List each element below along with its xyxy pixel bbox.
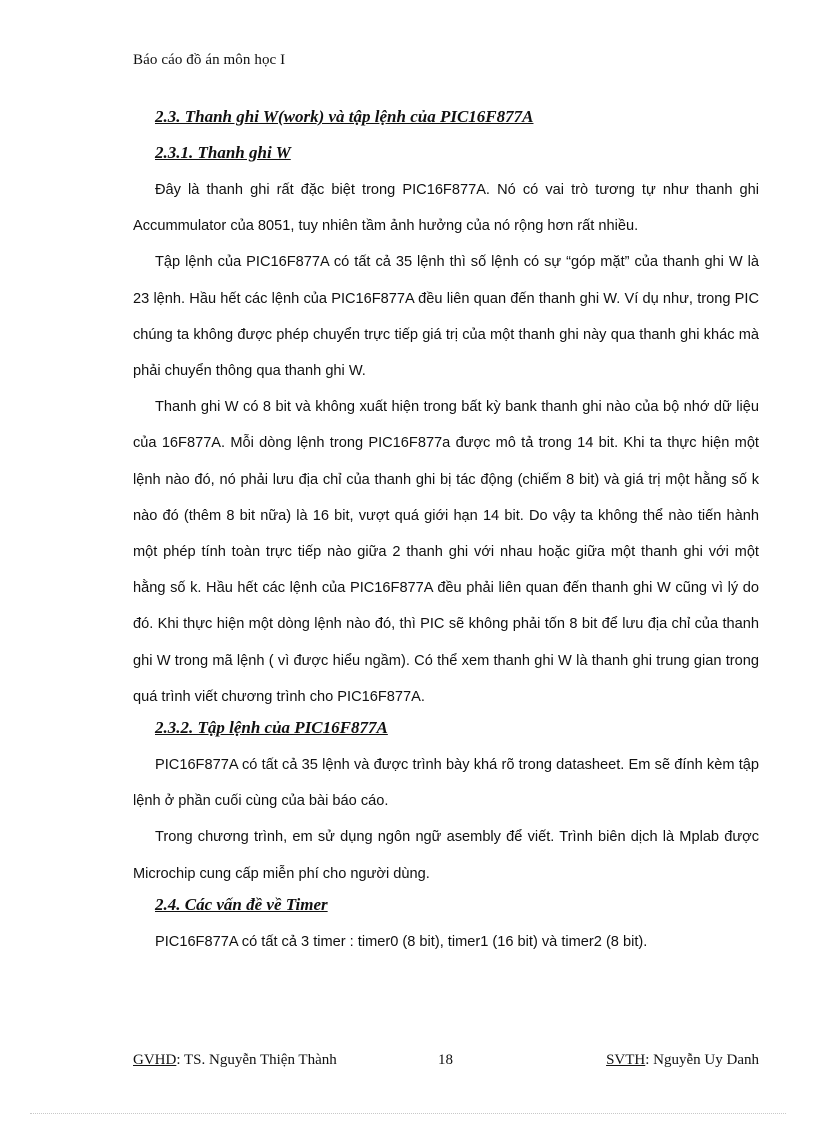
section-2-4-title: 2.4. Các vấn đề về Timer (155, 894, 328, 914)
page-footer (133, 1052, 759, 1074)
footer-svth-label: SVTH (606, 1052, 646, 1068)
page-content (133, 104, 759, 960)
footer-student (606, 1052, 759, 1069)
footer-gvhd-name: : TS. Nguyễn Thiện Thành (176, 1052, 337, 1068)
paragraph-w-register-details: Thanh ghi W có 8 bit và không xuất hiện trong bất kỳ bank thanh ghi nào của bộ nhớ dữ liệu của 16F877A. Mỗi dòng lệnh trong PIC16F877a được mô tả trong 14 bit. Khi ta thực hiện một lệnh nào đó, nó phải lưu địa chỉ của thanh ghi bị tác động (chiếm 8 bit) và giá trị một hằng số k nào đó (thêm 8 bit nữa) là 16 bit, vượt quá giới hạn 14 bit. Do vậy ta không thể nào tiến hành một phép tính toàn trực tiếp nào giữa 2 thanh ghi với nhau hoặc giữa một thanh ghi với một hằng số k. Hầu hết các lệnh của PIC16F877A đều phải liên quan đến thanh ghi W cũng vì lý do đó. Khi thực hiện một dòng lệnh nào đó, thì PIC sẽ không phải tốn 8 bit để lưu địa chỉ của thanh ghi W trong mã lệnh ( vì được hiểu ngầm). Có thể xem thanh ghi W là thanh ghi trung gian trong quá trình viết chương trình cho PIC16F877A. (133, 399, 759, 705)
paragraph-timers: PIC16F877A có tất cả 3 timer : timer0 (8 bit), timer1 (16 bit) và timer2 (8 bit). (155, 933, 648, 950)
section-2-3-1-title: 2.3.1. Thanh ghi W (155, 143, 291, 162)
section-2-3-title: 2.3. Thanh ghi W(work) và tập lệnh của PIC16F877A (155, 107, 534, 126)
page-header: Báo cáo đồ án môn học I (133, 52, 286, 68)
paragraph-assembly-mplab: Trong chương trình, em sử dụng ngôn ngữ asembly để viết. Trình biên dịch là Mplab được Microchip cung cấp miễn phí cho người dùng. (133, 829, 759, 882)
footer-gvhd-label: GVHD (133, 1052, 177, 1068)
paragraph-instruction-count: PIC16F877A có tất cả 35 lệnh và được trình bày khá rõ trong datasheet. Em sẽ đính kèm tập lệnh ở phần cuối cùng của bài báo cáo. (133, 757, 759, 810)
paragraph-instruction-set-w: Tập lệnh của PIC16F877A có tất cả 35 lệnh thì số lệnh có sự “góp mặt” của thanh ghi W là 23 lệnh. Hầu hết các lệnh của PIC16F877A đều liên quan đến thanh ghi W. Ví dụ như, trong PIC chúng ta không được phép chuyển trực tiếp giá trị của một thanh ghi này qua thanh ghi khác mà phải chuyển thông qua thanh ghi W. (133, 254, 759, 380)
footer-page-number: 18 (438, 1052, 453, 1068)
footer-svth-name: : Nguyễn Uy Danh (645, 1052, 759, 1068)
footer-supervisor (133, 1052, 337, 1069)
paragraph-w-register-intro: Đây là thanh ghi rất đặc biệt trong PIC16F877A. Nó có vai trò tương tự như thanh ghi Accummulator của 8051, tuy nhiên tầm ảnh hưởng của nó rộng hơn rất nhiều. (133, 182, 759, 235)
page-bottom-divider (30, 1113, 786, 1114)
section-2-3-2-title: 2.3.2. Tập lệnh của PIC16F877A (155, 718, 388, 738)
